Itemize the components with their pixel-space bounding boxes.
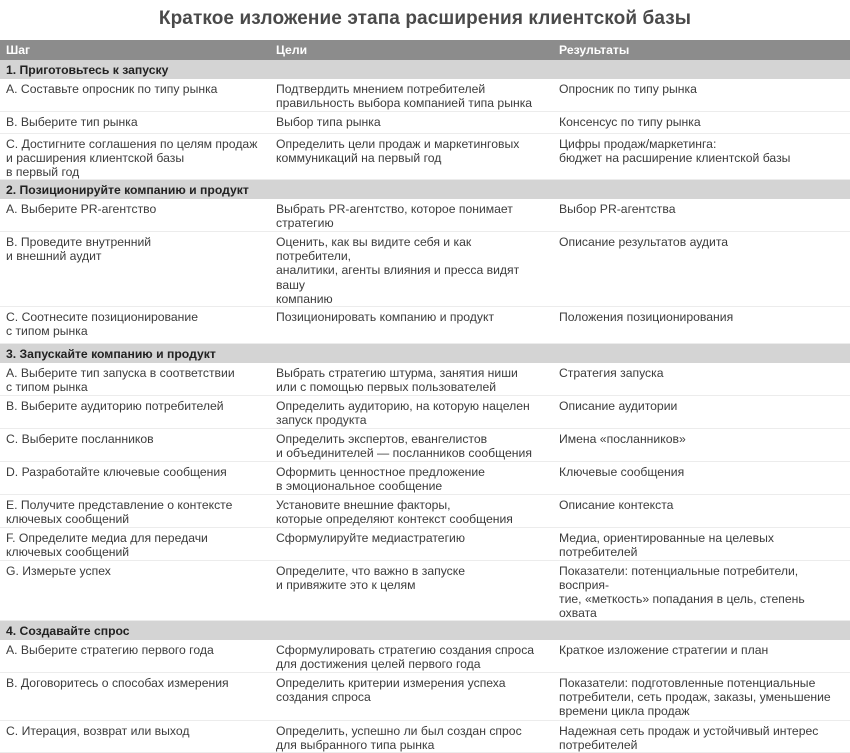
step-cell: B. Выберите аудиторию потребителей	[0, 395, 270, 428]
table-row	[0, 395, 850, 428]
table-row	[0, 363, 850, 396]
table-body	[0, 60, 850, 753]
step-cell: A. Составьте опросник по типу рынка	[0, 79, 270, 112]
table-row	[0, 428, 850, 461]
step-cell: F. Определите медиа для передачи ключевых сообщений	[0, 527, 270, 560]
step-cell: B. Договоритесь о способах измерения	[0, 673, 270, 721]
goal-cell: Определите, что важно в запуске и привяжите это к целям	[270, 560, 553, 620]
result-cell: Положения позиционирования	[553, 306, 850, 343]
table-row	[0, 560, 850, 620]
goal-cell: Определить критерии измерения успеха создания спроса	[270, 673, 553, 721]
result-cell: Выбор PR-агентства	[553, 199, 850, 232]
result-cell: Опросник по типу рынка	[553, 79, 850, 112]
result-cell: Надежная сеть продаж и устойчивый интерес потребителей	[553, 721, 850, 753]
column-header-results: Результаты	[553, 40, 850, 60]
goal-cell: Оценить, как вы видите себя и как потребители, аналитики, агенты влияния и пресса видят вашу компанию	[270, 232, 553, 306]
goal-cell: Сформулируйте медиастратегию	[270, 527, 553, 560]
section-header	[0, 621, 850, 641]
section-header	[0, 180, 850, 200]
section-header	[0, 343, 850, 363]
result-cell: Описание аудитории	[553, 395, 850, 428]
section-title: 4. Создавайте спрос	[0, 621, 850, 641]
section-title: 1. Приготовьтесь к запуску	[0, 60, 850, 79]
step-cell: D. Разработайте ключевые сообщения	[0, 461, 270, 494]
result-cell: Описание контекста	[553, 494, 850, 527]
goal-cell: Оформить ценностное предложение в эмоциональное сообщение	[270, 461, 553, 494]
step-cell: C. Соотнесите позиционирование с типом рынка	[0, 306, 270, 343]
step-cell: E. Получите представление о контексте ключевых сообщений	[0, 494, 270, 527]
step-cell: A. Выберите тип запуска в соответствии с типом рынка	[0, 363, 270, 396]
step-cell: A. Выберите PR-агентство	[0, 199, 270, 232]
section-header	[0, 60, 850, 79]
result-cell: Показатели: подготовленные потенциальные потребители, сеть продаж, заказы, уменьшение времени цикла продаж	[553, 673, 850, 721]
step-cell: C. Достигните соглашения по целям продаж и расширения клиентской базы в первый год	[0, 134, 270, 180]
goal-cell: Выбор типа рынка	[270, 112, 553, 134]
step-cell: C. Итерация, возврат или выход	[0, 721, 270, 753]
result-cell: Показатели: потенциальные потребители, восприя- тие, «меткость» попадания в цель, степень охвата	[553, 560, 850, 620]
table-row	[0, 134, 850, 180]
table-row	[0, 79, 850, 112]
table-header	[0, 40, 850, 60]
result-cell: Имена «посланников»	[553, 428, 850, 461]
result-cell: Ключевые сообщения	[553, 461, 850, 494]
section-title: 2. Позиционируйте компанию и продукт	[0, 180, 850, 200]
page-title: Краткое изложение этапа расширения клиентской базы	[158, 8, 692, 29]
column-header-step: Шаг	[0, 40, 270, 60]
table-row	[0, 640, 850, 673]
result-cell: Медиа, ориентированные на целевых потребителей	[553, 527, 850, 560]
table-row	[0, 673, 850, 721]
result-cell: Краткое изложение стратегии и план	[553, 640, 850, 673]
step-cell: G. Измерьте успех	[0, 560, 270, 620]
table-row	[0, 461, 850, 494]
section-title: 3. Запускайте компанию и продукт	[0, 343, 850, 363]
result-cell: Стратегия запуска	[553, 363, 850, 396]
table-row	[0, 721, 850, 753]
goal-cell: Подтвердить мнением потребителей правильность выбора компанией типа рынка	[270, 79, 553, 112]
table-row	[0, 306, 850, 343]
table-row	[0, 199, 850, 232]
goal-cell: Выбрать PR-агентство, которое понимает стратегию	[270, 199, 553, 232]
result-cell: Цифры продаж/маркетинга: бюджет на расширение клиентской базы	[553, 134, 850, 180]
table-row	[0, 232, 850, 306]
goal-cell: Выбрать стратегию штурма, занятия ниши или с помощью первых пользователей	[270, 363, 553, 396]
step-cell: C. Выберите посланников	[0, 428, 270, 461]
goal-cell: Установите внешние факторы, которые определяют контекст сообщения	[270, 494, 553, 527]
goal-cell: Определить аудиторию, на которую нацелен запуск продукта	[270, 395, 553, 428]
goal-cell: Позиционировать компанию и продукт	[270, 306, 553, 343]
step-cell: A. Выберите стратегию первого года	[0, 640, 270, 673]
column-header-goals: Цели	[270, 40, 553, 60]
table-row	[0, 494, 850, 527]
step-cell: B. Проведите внутренний и внешний аудит	[0, 232, 270, 306]
goal-cell: Сформулировать стратегию создания спроса для достижения целей первого года	[270, 640, 553, 673]
goal-cell: Определить, успешно ли был создан спрос для выбранного типа рынка	[270, 721, 553, 753]
table-row	[0, 112, 850, 134]
summary-table	[0, 40, 850, 753]
goal-cell: Определить цели продаж и маркетинговых коммуникаций на первый год	[270, 134, 553, 180]
step-cell: B. Выберите тип рынка	[0, 112, 270, 134]
result-cell: Описание результатов аудита	[553, 232, 850, 306]
table-row	[0, 527, 850, 560]
result-cell: Консенсус по типу рынка	[553, 112, 850, 134]
goal-cell: Определить экспертов, евангелистов и объединителей — посланников сообщения	[270, 428, 553, 461]
